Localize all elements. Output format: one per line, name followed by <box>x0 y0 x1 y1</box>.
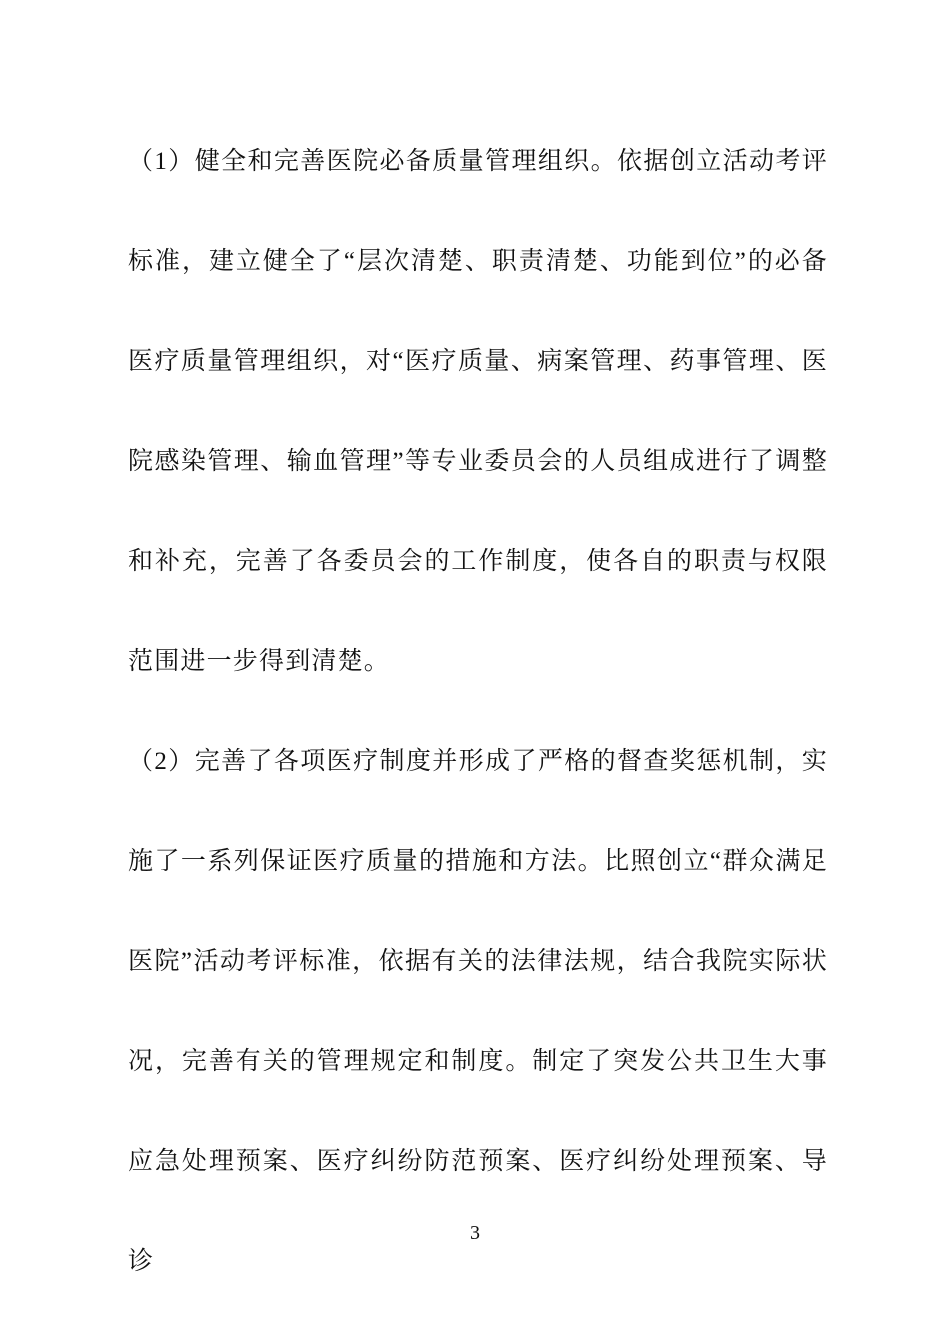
paragraph-1: （1）健全和完善医院必备质量管理组织。依据创立活动考评标准，建立健全了“层次清楚、职责清楚、功能到位”的必备医疗质量管理组织，对“医疗质量、病案管理、药事管理、医院感染管理、输血管理”等专业委员会的人员组成进行了调整和补充，完善了各委员会的工作制度，使各自的职责与权限范围进一步得到清楚。 <box>128 148 828 675</box>
paragraph-2: （2）完善了各项医疗制度并形成了严格的督查奖惩机制，实施了一系列保证医疗质量的措施和方法。比照创立“群众满足医院”活动考评标准，依据有关的法律法规，结合我院实际状况，完善有关的管理规定和制度。制定了突发公共卫生大事应急处理预案、医疗纠纷防范预案、医疗纠纷处理预案、导诊 <box>128 748 828 1275</box>
document-body <box>128 112 828 1312</box>
page-number: 3 <box>470 1222 480 1244</box>
